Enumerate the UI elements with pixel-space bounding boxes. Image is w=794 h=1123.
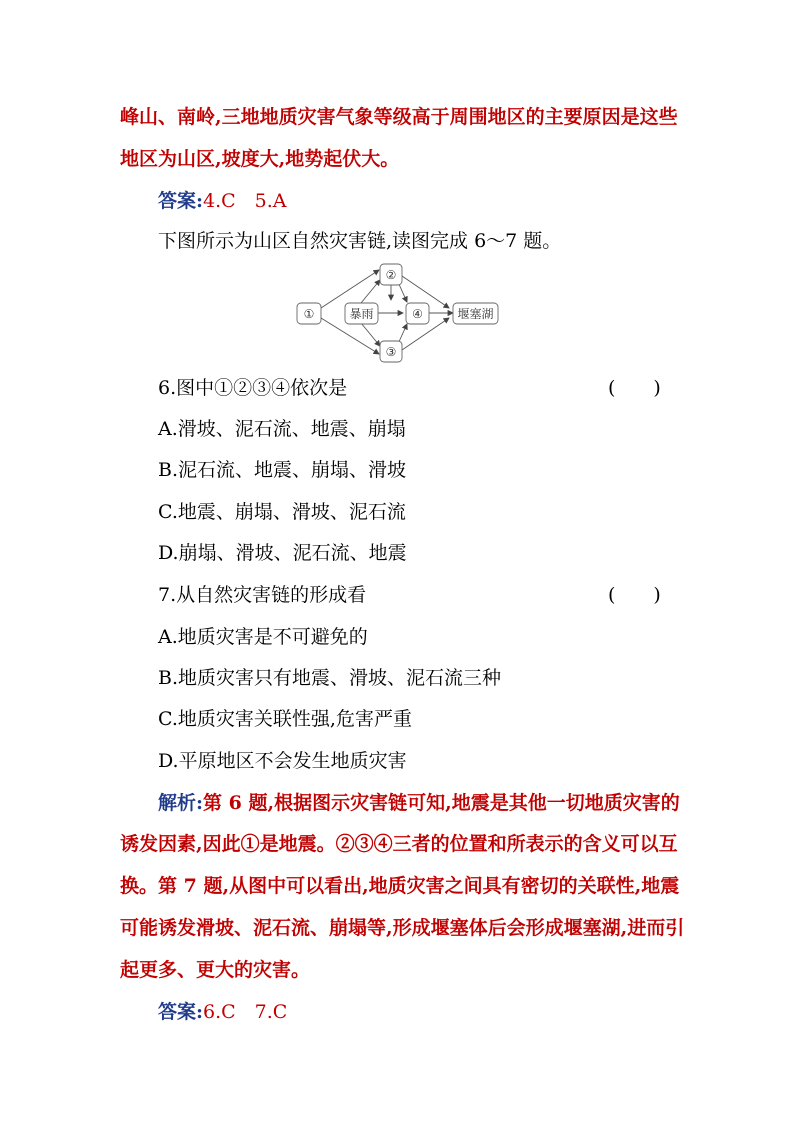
answer-label: 答案: (158, 190, 204, 212)
q6-option-b: B.泥石流、地震、崩塌、滑坡 (158, 459, 407, 481)
node-1-label: ① (303, 307, 315, 321)
analysis-line-1 (158, 791, 680, 815)
question-intro: 下图所示为山区自然灾害链,读图完成 6～7 题。 (158, 230, 562, 252)
q6-option-c: C.地震、崩塌、滑坡、泥石流 (158, 501, 406, 523)
node-2-label: ② (385, 268, 397, 282)
q6-option-a: A.滑坡、泥石流、地震、崩塌 (158, 418, 406, 440)
q7-answer-blank: ( ) (608, 584, 661, 606)
analysis-text-1: 第 6 题,根据图示灾害链可知,地震是其他一切地质灾害的 (203, 792, 680, 814)
analysis-line-3: 换。第 7 题,从图中可以看出,地质灾害之间具有密切的关联性,地震 (120, 875, 680, 897)
answer-4-5 (158, 189, 287, 213)
q7-option-d: D.平原地区不会发生地质灾害 (158, 750, 407, 772)
answer-text-2: 6.C 7.C (203, 1001, 288, 1023)
arrow-rain-to-2 (361, 280, 380, 303)
prev-analysis-line-1: 峰山、南岭,三地地质灾害气象等级高于周围地区的主要原因是这些 (120, 106, 678, 128)
answer-label-2: 答案: (158, 1001, 204, 1023)
q7-option-a: A.地质灾害是不可避免的 (158, 626, 368, 648)
node-rainstorm-label: 暴雨 (349, 307, 374, 321)
analysis-line-4: 可能诱发滑坡、泥石流、崩塌等,形成堰塞体后会形成堰塞湖,进而引 (120, 917, 685, 939)
q6-option-d: D.崩塌、滑坡、泥石流、地震 (158, 542, 407, 564)
node-4-label: ④ (412, 307, 423, 321)
q7-option-b: B.地质灾害只有地震、滑坡、泥石流三种 (158, 667, 502, 689)
disaster-chain-diagram (295, 262, 500, 364)
node-lake-label: 堰塞湖 (457, 307, 494, 321)
q6-answer-blank: ( ) (608, 377, 661, 399)
analysis-line-5: 起更多、更大的灾害。 (120, 959, 311, 981)
q6-stem: 6.图中①②③④依次是 (158, 377, 348, 399)
analysis-label: 解析: (158, 792, 204, 814)
q7-stem: 7.从自然灾害链的形成看 (158, 584, 367, 606)
answer-text: 4.C 5.A (203, 190, 287, 212)
q7-option-c: C.地质灾害关联性强,危害严重 (158, 708, 412, 730)
prev-analysis-line-2: 地区为山区,坡度大,地势起伏大。 (120, 148, 400, 170)
arrow-rain-to-3 (361, 323, 380, 346)
analysis-line-2: 诱发因素,因此①是地震。②③④三者的位置和所表示的含义可以互 (120, 833, 678, 855)
answer-6-7 (158, 1000, 287, 1024)
arrow-1-to-2 (321, 270, 379, 308)
node-3-label: ③ (385, 345, 397, 359)
